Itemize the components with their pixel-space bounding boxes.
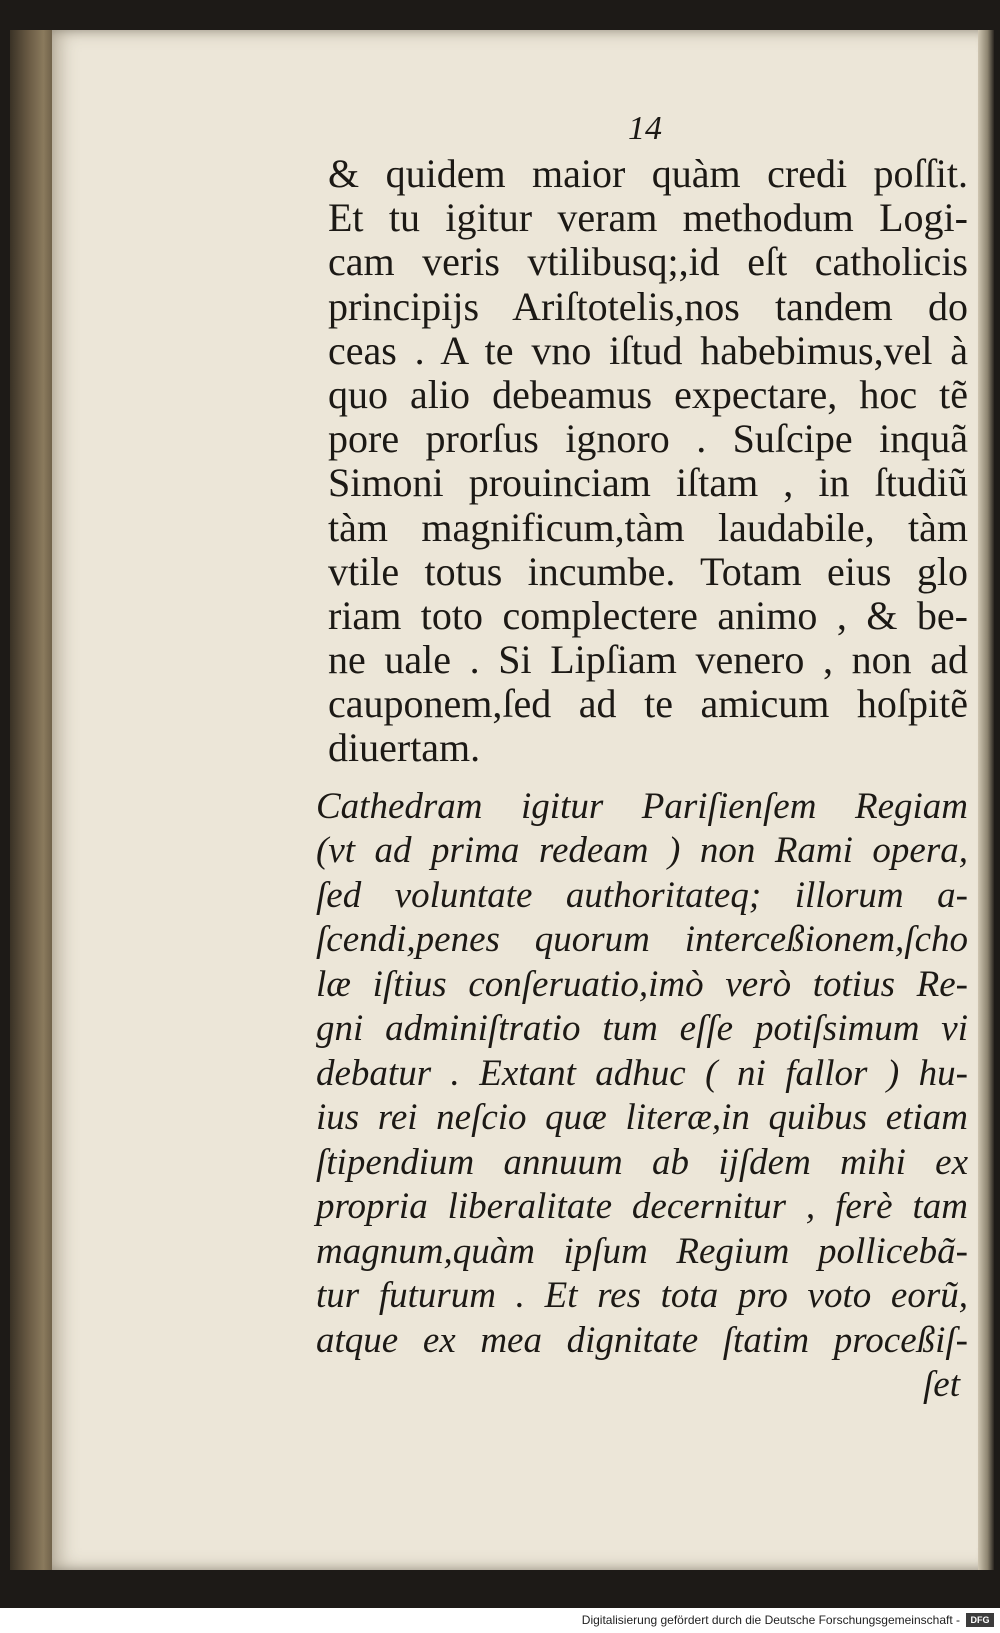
catchword: ſet — [923, 1364, 960, 1406]
text-line: principijs Ariſtotelis,nos tandem do — [328, 283, 968, 329]
text-line: ſcendi,penes quorum interceßionem,ſcho — [316, 919, 968, 961]
roman-paragraph — [328, 152, 968, 771]
text-line: Cathedram igitur Pariſienſem Regiam — [316, 785, 968, 827]
text-line: ſed voluntate authoritateq; illorum a- — [316, 874, 968, 916]
text-line: pore prorſus ignoro . Suſcipe inquã — [328, 416, 968, 462]
text-line: læ iſtius conſeruatio,imò verò totius Re- — [316, 963, 968, 1005]
text-line: debatur . Extant adhuc ( ni fallor ) hu- — [316, 1052, 968, 1094]
page-text — [316, 151, 968, 1408]
text-line: tur futurum . Et res tota pro voto eorũ, — [316, 1275, 968, 1317]
text-line: (vt ad prima redeam ) non Rami opera, — [316, 830, 968, 872]
text-line: propria liberalitate decernitur , ferè tam — [316, 1186, 968, 1228]
italic-paragraph — [316, 785, 968, 1408]
text-line: & quidem maior quàm credi poſſit. — [328, 151, 968, 196]
text-line: vtile totus incumbe. Totam eius glo — [328, 548, 968, 594]
text-line: ſtipendium annuum ab ijſdem mihi ex — [316, 1141, 968, 1183]
footer-bar — [0, 1608, 1000, 1633]
text-line: cauponem,ſed ad te amicum hoſpitẽ — [328, 681, 968, 727]
text-line: riam toto complectere animo , & be- — [328, 592, 968, 638]
text-line: ius rei neſcio quæ literæ,in quibus etiam — [316, 1097, 968, 1139]
text-line: magnum,quàm ipſum Regium pollicebã- — [316, 1230, 968, 1272]
text-line: ceas . A te vno iſtud habebimus,vel à — [328, 327, 968, 373]
dfg-logo: DFG — [966, 1613, 994, 1627]
text-line: atque ex mea dignitate ſtatim proceßiſ- — [316, 1319, 968, 1361]
text-line: gni adminiſtratio tum eſſe potiſsimum vi — [316, 1008, 968, 1050]
text-line: cam veris vtilibusq;,id eſt catholicis — [328, 239, 968, 285]
text-line: Et tu igitur veram methodum Logi- — [328, 195, 968, 241]
page-number: 14 — [628, 110, 662, 147]
funding-notice: Digitalisierung gefördert durch die Deutsche Forschungsgemeinschaft - — [581, 1613, 960, 1627]
book-spine-edge — [10, 30, 58, 1570]
text-line: diuertam. — [328, 725, 481, 771]
text-line: ne uale . Si Lipſiam venero , non ad — [328, 637, 968, 683]
page-right-edge — [978, 30, 994, 1570]
text-line: tàm magnificum,tàm laudabile, tàm — [328, 504, 968, 550]
text-line: quo alio debeamus expectare, hoc tẽ — [328, 371, 968, 417]
text-line: Simoni prouinciam iſtam , in ſtudiũ — [328, 460, 968, 506]
